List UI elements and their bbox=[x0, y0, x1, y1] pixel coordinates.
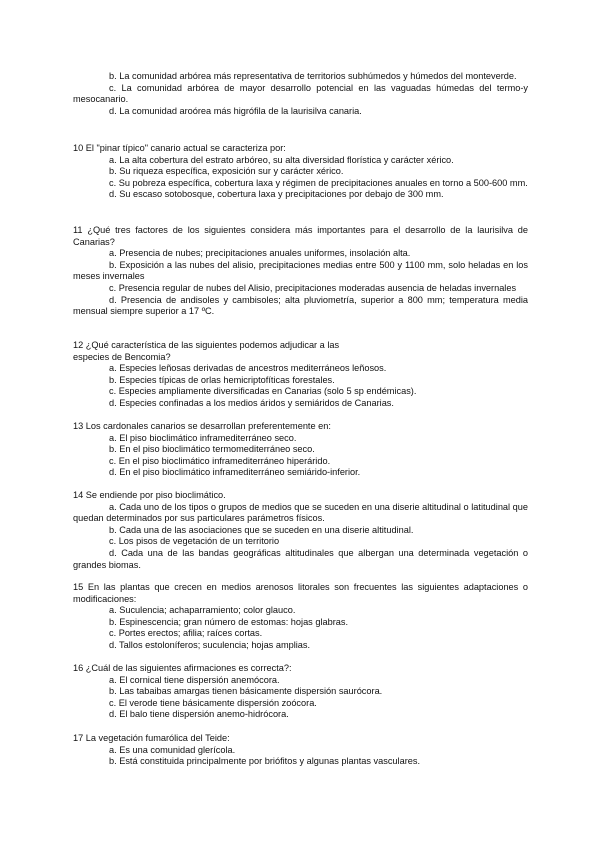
option-13a: a. El piso bioclimático inframediterráneo seco. bbox=[109, 432, 297, 443]
option-16c: c. El verode tiene básicamente dispersión zoócora. bbox=[109, 697, 317, 708]
option-17b: b. Está constituida principalmente por briófitos y algunas plantas vasculares. bbox=[109, 756, 421, 767]
option-13d: d. En el piso bioclimático inframediterráneo semiárido-inferior. bbox=[109, 467, 361, 478]
option-9d: d. La comunidad aroórea más higrófila de la laurisilva canaria. bbox=[109, 105, 362, 116]
question-14-stem: 14 Se endiende por piso bioclimático. bbox=[73, 490, 226, 500]
option-15b: b. Espinescencia; gran número de estomas: hojas glabras. bbox=[109, 616, 349, 627]
question-16 bbox=[73, 663, 528, 721]
option-13b: b. En el piso bioclimático termomediterráneo seco. bbox=[109, 444, 315, 455]
option-16d: d. El balo tiene dispersión anemo-hidrócora. bbox=[109, 709, 289, 720]
option-16b: b. Las tabaibas amargas tienen básicamente dispersión saurócora. bbox=[109, 686, 383, 697]
question-15-stem: 15 En las plantas que crecen en medios arenosos litorales son frecuentes las siguientes adaptaciones o modificaciones: bbox=[73, 582, 528, 604]
option-15d: d. Tallos estoloníferos; suculencia; hojas amplias. bbox=[109, 639, 311, 650]
option-15c: c. Portes erectos; afilia; raíces cortas. bbox=[109, 628, 263, 639]
option-11d: d. Presencia de andisoles y cambisoles; alta pluviometría, superior a 800 mm; temperatura media mensual siempre superior a 17 ºC. bbox=[73, 294, 528, 317]
question-12-stem-line2: especies de Bencomia? bbox=[73, 351, 171, 362]
question-12-stem-line1: 12 ¿Qué característica de las siguientes podemos adjudicar a las bbox=[73, 340, 340, 350]
option-10a: a. La alta cobertura del estrato arbóreo, su alta diversidad florística y carácter xérico. bbox=[109, 154, 454, 165]
option-16a: a. El cornical tiene dispersión anemócora. bbox=[109, 674, 280, 685]
question-16-stem: 16 ¿Cuál de las siguientes afirmaciones es correcta?: bbox=[73, 663, 292, 673]
option-10d: d. Su escaso sotobosque, cobertura laxa y precipitaciones por debajo de 300 mm. bbox=[109, 189, 444, 200]
option-14d: d. Cada una de las bandas geográficas altitudinales que albergan una determinada vegetación o grandes biomas. bbox=[73, 547, 528, 570]
option-11c: c. Presencia regular de nubes del Alisio, precipitaciones moderadas ausencia de heladas invernales bbox=[109, 282, 517, 293]
question-11-stem: 11 ¿Qué tres factores de los siguientes considera más importantes para el desarrollo de la laurisilva de Canarias? bbox=[73, 225, 528, 247]
option-10c: c. Su pobreza específica, cobertura laxa y régimen de precipitaciones anuales en torno a 500-600 mm. bbox=[109, 177, 528, 188]
option-11b: b. Exposición a las nubes del alisio, precipitaciones medias entre 500 y 1100 mm, solo heladas en los meses invernales bbox=[73, 259, 528, 282]
question-17 bbox=[73, 733, 528, 768]
question-15 bbox=[73, 582, 528, 652]
question-17-stem: 17 La vegetación fumarólica del Teide: bbox=[73, 733, 230, 743]
option-14a: a. Cada uno de los tipos o grupos de medios que se suceden en una diserie altitudinal o latitudinal que quedan determinados por sus particulares parámetros físicos. bbox=[73, 501, 528, 524]
question-14 bbox=[73, 490, 528, 571]
option-12c: c. Especies ampliamente diversificadas en Canarias (solo 5 sp endémicas). bbox=[109, 386, 417, 397]
question-10-stem: 10 El "pinar típico" canario actual se caracteriza por: bbox=[73, 143, 286, 153]
option-12d: d. Especies confinadas a los medios áridos y semiáridos de Canarias. bbox=[109, 397, 394, 408]
option-10b: b. Su riqueza específica, exposición sur y carácter xérico. bbox=[109, 166, 344, 177]
question-9-continuation bbox=[73, 71, 528, 117]
option-12a: a. Especies leñosas derivadas de ancestros mediterráneos leñosos. bbox=[109, 363, 387, 374]
question-11 bbox=[73, 225, 528, 318]
question-13-stem: 13 Los cardonales canarios se desarrollan preferentemente en: bbox=[73, 421, 331, 431]
question-12 bbox=[73, 340, 528, 410]
option-14b: b. Cada una de las asociaciones que se suceden en una diserie altitudinal. bbox=[109, 524, 414, 535]
option-17a: a. Es una comunidad glerícola. bbox=[109, 744, 236, 755]
option-11a: a. Presencia de nubes; precipitaciones anuales uniformes, insolación alta. bbox=[109, 248, 411, 259]
option-14c: c. Los pisos de vegetación de un territorio bbox=[109, 536, 280, 547]
option-12b: b. Especies típicas de orlas hemicriptofíticas forestales. bbox=[109, 374, 335, 385]
question-10 bbox=[73, 143, 528, 201]
option-15a: a. Suculencia; achaparramiento; color glauco. bbox=[109, 605, 296, 616]
option-13c: c. En el piso bioclimático inframediterráneo hiperárido. bbox=[109, 455, 331, 466]
option-9c: c. La comunidad arbórea de mayor desarrollo potencial en las vaguadas húmedas del termo-y mesocanario. bbox=[73, 82, 528, 105]
question-13 bbox=[73, 421, 528, 479]
option-9b: b. La comunidad arbórea más representativa de territorios subhúmedos y húmedos del monteverde. bbox=[109, 71, 517, 81]
